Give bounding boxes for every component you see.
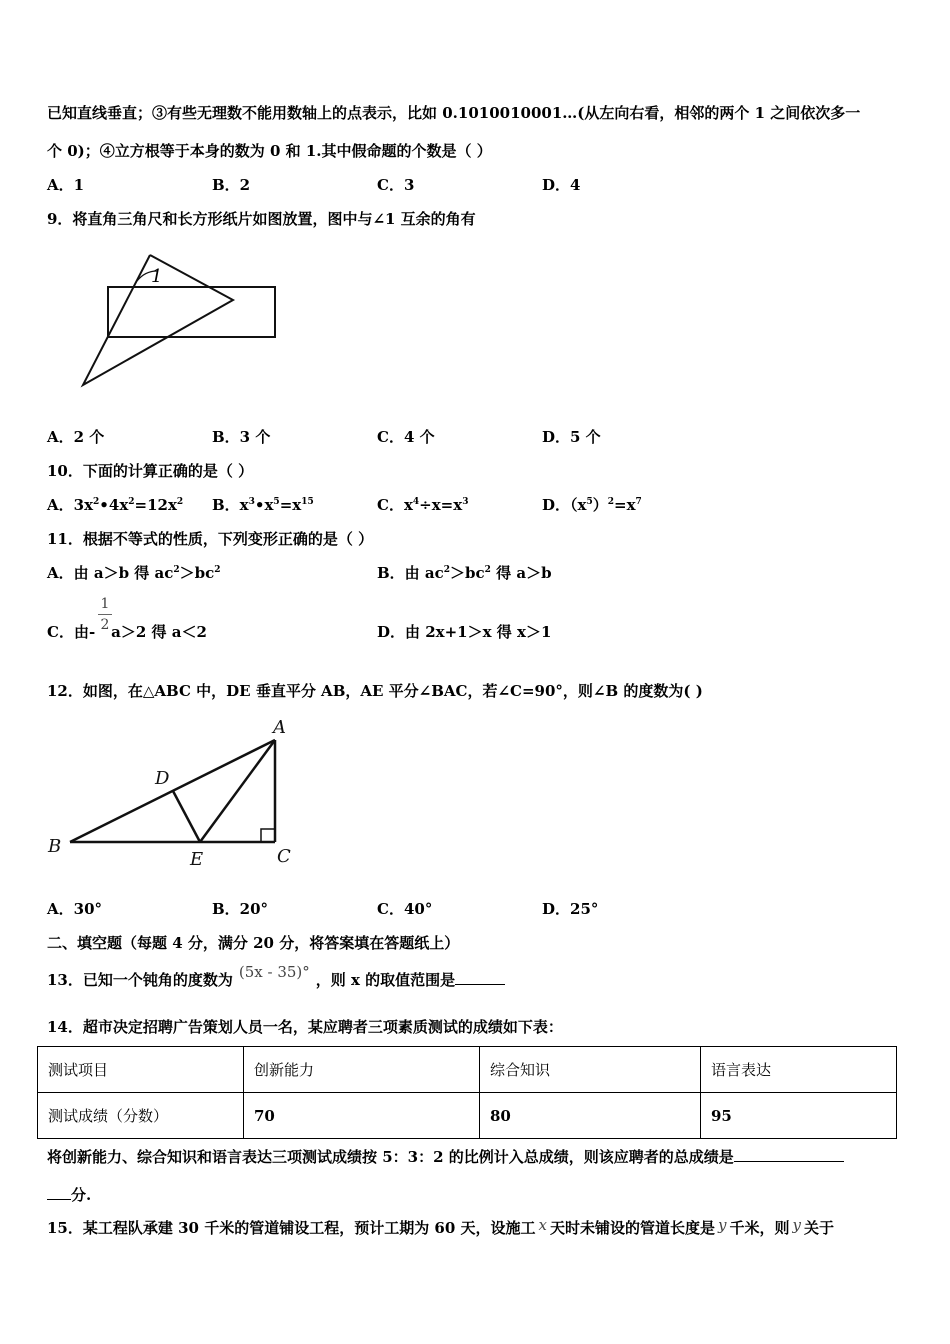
q15-var-y2: y (792, 1216, 801, 1234)
table-row (38, 1047, 897, 1093)
q12-stem: 12．如图，在△ABC 中，DE 垂直平分 AB，AE 平分∠BAC，若∠C=90°，则∠B 的度数为( ) (47, 682, 703, 700)
q11-option-c: C．由- a＞2 得 a＜2 (47, 623, 207, 641)
q11-stem: 11．根据不等式的性质，下列变形正确的是（ ） (47, 530, 374, 548)
q9-stem: 9．将直角三角尺和长方形纸片如图放置，图中与∠1 互余的角有 (47, 210, 476, 228)
table-header-cell: 综合知识 (480, 1047, 701, 1093)
right-angle-mark (261, 829, 275, 842)
label-e: E (190, 849, 204, 870)
q9-option-c: C．4 个 (377, 428, 435, 446)
q12-option-b: B．20° (212, 900, 269, 918)
q15-text: 15．某工程队承建 30 千米的管道铺设工程，预计工期为 60 天，设施工 x 天时未铺设的管道长度是 y 千米，则 y 关于 (47, 1216, 834, 1237)
q9-figure (75, 245, 290, 395)
q8-line1: 已知直线垂直；③有些无理数不能用数轴上的点表示，比如 0.1010010001…(从左向右看，相邻的两个 1 之间依次多一 (47, 104, 861, 122)
q10-option-a: A．$3x^2•4x^2=12x^2$ (47, 496, 184, 514)
q13-expression: (5x - 35)° (238, 963, 310, 981)
fraction-numerator: 1 (100, 596, 110, 612)
table-cell: 70 (244, 1093, 480, 1139)
q14-stem: 14．超市决定招聘广告策划人员一名，某应聘者三项素质测试的成绩如下表： (47, 1018, 563, 1036)
q10-option-c: C．$x^4\div x=x^3$ (377, 496, 469, 514)
q12-option-a: A．30° (47, 900, 103, 918)
section-2-heading: 二、填空题（每题 4 分，满分 20 分，将答案填在答题纸上） (47, 934, 460, 952)
table-cell: 80 (480, 1093, 701, 1139)
fraction-denominator: 2 (100, 617, 110, 633)
q8-option-c: C．3 (377, 176, 415, 194)
q15-var-x: x (538, 1216, 547, 1234)
q13-text: 13．已知一个钝角的度数为 (5x - 35)° ，则 x 的取值范围是 (47, 969, 505, 990)
q8-option-b: B．2 (212, 176, 251, 194)
q11-fraction (98, 596, 112, 633)
q14-after-text-2: 分. (47, 1184, 91, 1205)
table-cell: 测试成绩（分数） (38, 1093, 244, 1139)
segment-ae (200, 740, 275, 842)
q12-option-c: C．40° (377, 900, 433, 918)
q9-rectangle (108, 287, 275, 337)
segment-ba (70, 740, 275, 842)
label-c: C (277, 846, 291, 867)
fraction-bar (98, 614, 112, 615)
table-header-cell: 测试项目 (38, 1047, 244, 1093)
q14-answer-blank-cont (47, 1185, 71, 1200)
q14-answer-blank (734, 1147, 844, 1162)
label-a: A (273, 717, 286, 738)
q9-option-b: B．3 个 (212, 428, 271, 446)
label-d: D (155, 768, 170, 789)
q9-option-d: D．5 个 (542, 428, 601, 446)
q11-option-b: B．由 $ac^2>bc^2$ 得 a＞b (377, 564, 552, 582)
q12-option-d: D．25° (542, 900, 599, 918)
q8-option-a: A．1 (47, 176, 85, 194)
q14-score-table (37, 1046, 897, 1139)
q8-option-d: D．4 (542, 176, 581, 194)
q11-option-a: A．由 a＞b 得 $ac^2>bc^2$ (47, 564, 221, 582)
q11-option-d: D．由 2x+1＞x 得 x＞1 (377, 623, 552, 641)
q12-figure (45, 715, 305, 875)
table-header-cell: 创新能力 (244, 1047, 480, 1093)
q13-answer-blank (455, 970, 505, 985)
table-row (38, 1093, 897, 1139)
table-header-cell: 语言表达 (701, 1047, 897, 1093)
table-cell: 95 (701, 1093, 897, 1139)
q10-stem: 10．下面的计算正确的是（ ） (47, 462, 254, 480)
q9-angle-label: 1 (151, 266, 163, 287)
q9-option-a: A．2 个 (47, 428, 105, 446)
q15-var-y: y (718, 1216, 727, 1234)
q8-line2: 个 0)；④立方根等于本身的数为 0 和 1.其中假命题的个数是（ ） (47, 142, 492, 160)
q10-option-b: B．$x^3•x^5=x^{15}$ (212, 496, 314, 514)
q10-option-d: D．$(x^5)^2=x^7$ (542, 496, 642, 514)
label-b: B (48, 836, 62, 857)
segment-de (173, 791, 200, 842)
q14-after-text: 将创新能力、综合知识和语言表达三项测试成绩按 5：3：2 的比例计入总成绩，则该应聘者的总成绩是 (47, 1146, 844, 1167)
